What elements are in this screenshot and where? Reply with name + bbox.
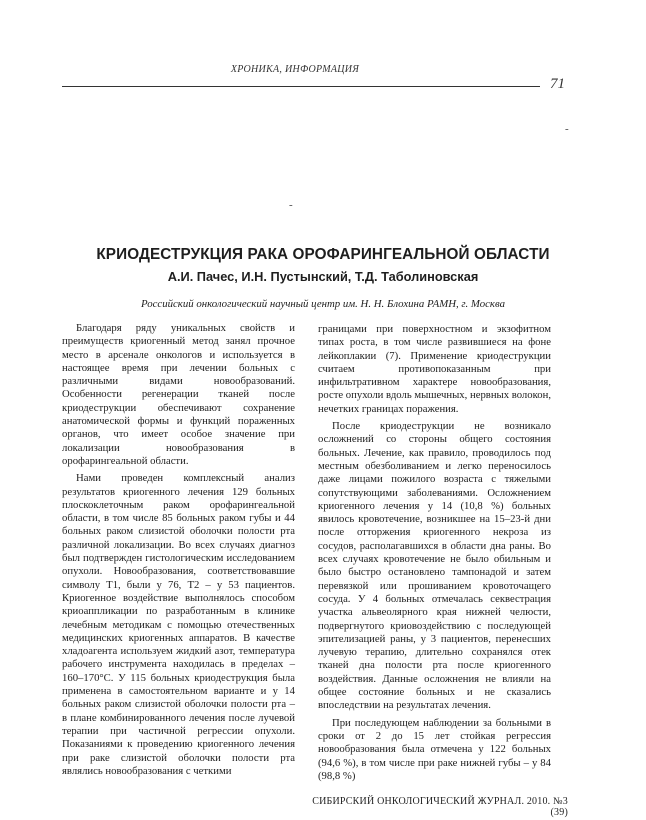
article-authors: А.И. Пачес, И.Н. Пустынский, Т.Д. Таболиновская [167, 269, 479, 284]
header-rule [62, 86, 540, 87]
article-title: КРИОДЕСТРУКЦИЯ РАКА ОРОФАРИНГЕАЛЬНОЙ ОБЛАСТИ [96, 246, 550, 264]
stray-dash-mark: - [289, 199, 293, 211]
journal-footer: СИБИРСКИЙ ОНКОЛОГИЧЕСКИЙ ЖУРНАЛ. 2010. №3 (39) [312, 796, 568, 818]
running-head: ХРОНИКА, ИНФОРМАЦИЯ [230, 64, 360, 75]
body-paragraph: Нами проведен комплексный анализ результатов криогенного лечения 129 больных плоскоклеточным раком орофарингеальной области, в том числе 85 больных раком губы и 44 больных раком слизистой оболочки полости рта различной локализации. Во всех случаях диагноз был подтвержден гистологическим исследованием опухоли. Новообразования, соответствовавшие символу T1, были у 76, T2 – у 53 пациентов. Криогенное воздействие выполнялось способом криоаппликации по разработанным в клинике лечебным методикам с помощью отечественных медицинских криогенных аппаратов. В качестве хладоагента используем жидкий азот, температура рабочего инструмента находилась в пределах – 160–170°С. У 115 больных криодеструкция была применена в самостоятельном варианте и у 14 больных раком слизистой оболочки полости рта – в плане комбинированного лечения после лучевой терапии при частичной регрессии опухоли. Показаниями к проведению криогенного лечения при раке слизистой оболочки полости рта являлись новообразования с четкими [62, 472, 295, 777]
left-column [62, 322, 295, 778]
right-column [318, 323, 551, 783]
stray-dash-mark: - [565, 123, 569, 135]
body-paragraph: При последующем наблюдении за больными в сроки от 2 до 15 лет стойкая регрессия новообразования была отмечена у 122 больных (94,6 %), в том числе при раке нижней губы – у 84 (98,8 %) [318, 716, 551, 782]
article-affiliation: Российский онкологический научный центр им. Н. Н. Блохина РАМН, г. Москва [141, 298, 505, 310]
body-paragraph: После криодеструкции не возникало осложнений со стороны общего состояния больных. Лечение, как правило, проводилось под местным обезболиванием и легко переносилось даже лицами пожилого возраста с тяжелыми сопутствующими заболеваниями. Осложнением криогенного лечения у 14 (10,8 %) больных явилось кровотечение, возникшее на 15–23-й дни после отторжения криогенного некроза из сосудов, располагавшихся в области дна раны. Во всех случаях кровотечение не было обильным и было быстро остановлено тампонадой и затем перевязкой или прошиванием кровоточащего сосуда. У 4 больных отмечалась секвестрация участка альвеолярного края нижней челюсти, подвергнутого криовоздействию с последующей эпителизацией раны, у 3 пациентов, перенесших лучевую терапию, длительно сохранялся отек тканей дна полости рта после криогенного воздействия. Данные осложнения не влияли на общее состояние больных и не сказались впоследствии на результатах лечения. [318, 420, 551, 712]
body-paragraph: Благодаря ряду уникальных свойств и преимуществ криогенный метод занял прочное место в арсенале онкологов и используется в настоящее время при лечении больных с различными видами новообразований. Особенности регенерации тканей после криодеструкции обеспечивают сохранение анатомической формы и функций пораженных органов, что имеет особое значение при локализации новообразования в орофарингеальной области. [62, 322, 295, 467]
body-paragraph: границами при поверхностном и экзофитном типах роста, в том числе развившиеся на фоне лейкоплакии (7). Применение криодеструкции считаем противопоказанным при инфильтративном характере новообразования, росте опухоли вдоль мышечных, нервных волокон, нечетких границах поражения. [318, 323, 551, 415]
page-number: 71 [550, 76, 565, 92]
